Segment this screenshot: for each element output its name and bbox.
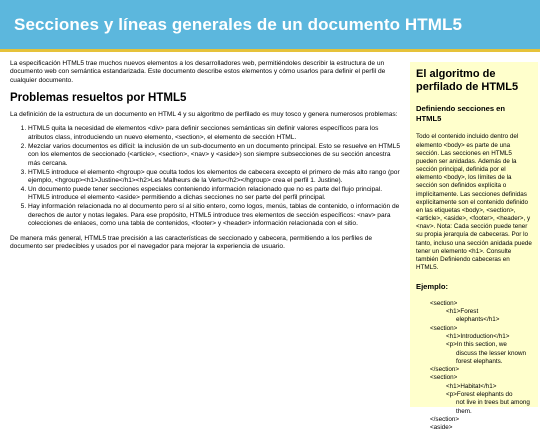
code-example bbox=[416, 300, 532, 433]
sidebar-title: El algoritmo de perfilado de HTML5 bbox=[416, 68, 519, 94]
list-item: 5. Hay información relacionada no al documento pero sí al sitio entero, como logos, menús, tablas de contenido, o información de derechos de autor y notas legales. Para ese propósito, HTML5 introduce tres elementos de sección específicos: <nav> para colecciones de enlaces, como una tabla de contenidos, <footer> y <header> información relacionada con el sitio. bbox=[28, 203, 400, 228]
main-content bbox=[10, 60, 400, 258]
code-line: </section> bbox=[430, 366, 460, 374]
content-area bbox=[0, 52, 540, 432]
code-line: <section> bbox=[430, 374, 458, 382]
code-line: <p>In this section, we bbox=[446, 341, 507, 349]
sidebar-subtitle: Definiendo secciones en HTML5 bbox=[416, 104, 506, 123]
code-line: <section> bbox=[430, 299, 458, 307]
conclusion-paragraph: De manera más general, HTML5 trae precisión a las características de seccionado y cabecera, permitiendo a los perfiles de documento ser predecibles y usados por el navegador para mejorar la experiencia de usuario. bbox=[10, 234, 373, 251]
code-line: </section> bbox=[430, 415, 460, 423]
code-line: <h1>Habitat</h1> bbox=[446, 382, 497, 390]
code-line: discuss the lesser known bbox=[456, 349, 526, 357]
sidebar-text: Todo el contenido incluido dentro del elemento <body> es parte de una sección. Las secciones en HTML5 pueden ser anidadas. Además de la sección principal, definida por el elemento <body>, los límites de la sección son definidos explícita o implícitamente. Las secciones definidas explícitamente son el contenido definido en las etiquetas <body>, <section>, <article>, <aside>, <footer>, <header>, y <nav>. Nota: Cada sección puede tener su propia jerarquía de cabeceras. Por lo tanto, incluso una sección anidada puede tener un elemento <h1>. Consulte también Definiendo cabeceras en HTML5. bbox=[416, 133, 532, 272]
code-line: them. bbox=[456, 407, 472, 415]
list-item: 3. HTML5 introduce el elemento <hgroup> que oculta todos los elementos de cabecera excepto el primero de más alto rango (por ejemplo, <hgroup><h1>Justine</h1><h2>Les Malheurs de la Vertu</h2></hgroup> crea el perfil 1. Justine). bbox=[28, 169, 400, 186]
code-line: <h1>Forest bbox=[446, 308, 479, 316]
code-line: <aside> bbox=[430, 424, 453, 432]
list-item: 2. Mezclar varios documentos es difícil: la inclusión de un sub-documento en un documento principal. Esto se resuelve en HTML5 con los elementos de seccionado (<article>, <section>, <nav> y <aside>) son siempre subsecciones de su sección ancestra más cercana. bbox=[28, 143, 400, 168]
code-line: <section> bbox=[430, 324, 458, 332]
list-item: 4. Un documento puede tener secciones especiales conteniendo información relacionado que no es parte del flujo principal. HTML5 introduce el elemento <aside> permitiendo a dichas secciones no ser parte del perfil principal. bbox=[28, 186, 400, 203]
section-heading: Problemas resueltos por HTML5 bbox=[10, 92, 187, 105]
page-title: Secciones y líneas generales de un documento HTML5 bbox=[14, 14, 463, 34]
code-line: <p>Forest elephants do bbox=[446, 391, 513, 399]
code-line: not live in trees but among bbox=[456, 399, 530, 407]
code-line: elephants</h1> bbox=[456, 316, 500, 324]
code-line: forest elephants. bbox=[456, 357, 503, 365]
example-label: Ejemplo: bbox=[416, 282, 449, 292]
problem-intro: La definición de la estructura de un documento en HTML 4 y su algoritmo de perfilado es muy tosco y genera numerosos problemas: bbox=[10, 111, 398, 119]
intro-paragraph: La especificación HTML5 trae muchos nuevos elementos a los desarrolladores web, permitiéndoles describir la estructura de un documento web con semántica estandarizada. Este documento describe estos elementos y cómo usarlos para definir el perfil de cualquier documento. bbox=[10, 60, 386, 84]
problems-list bbox=[10, 125, 400, 228]
code-line: <h1>Introduction</h1> bbox=[446, 332, 510, 340]
sidebar bbox=[410, 62, 538, 432]
list-item: 1. HTML5 quita la necesidad de elementos <div> para definir secciones semánticas sin definir valores específicos para los atributos class, introduciendo un nuevo elemento, <section>, el elemento de sección HTML. bbox=[28, 125, 400, 142]
page-header bbox=[0, 0, 540, 52]
